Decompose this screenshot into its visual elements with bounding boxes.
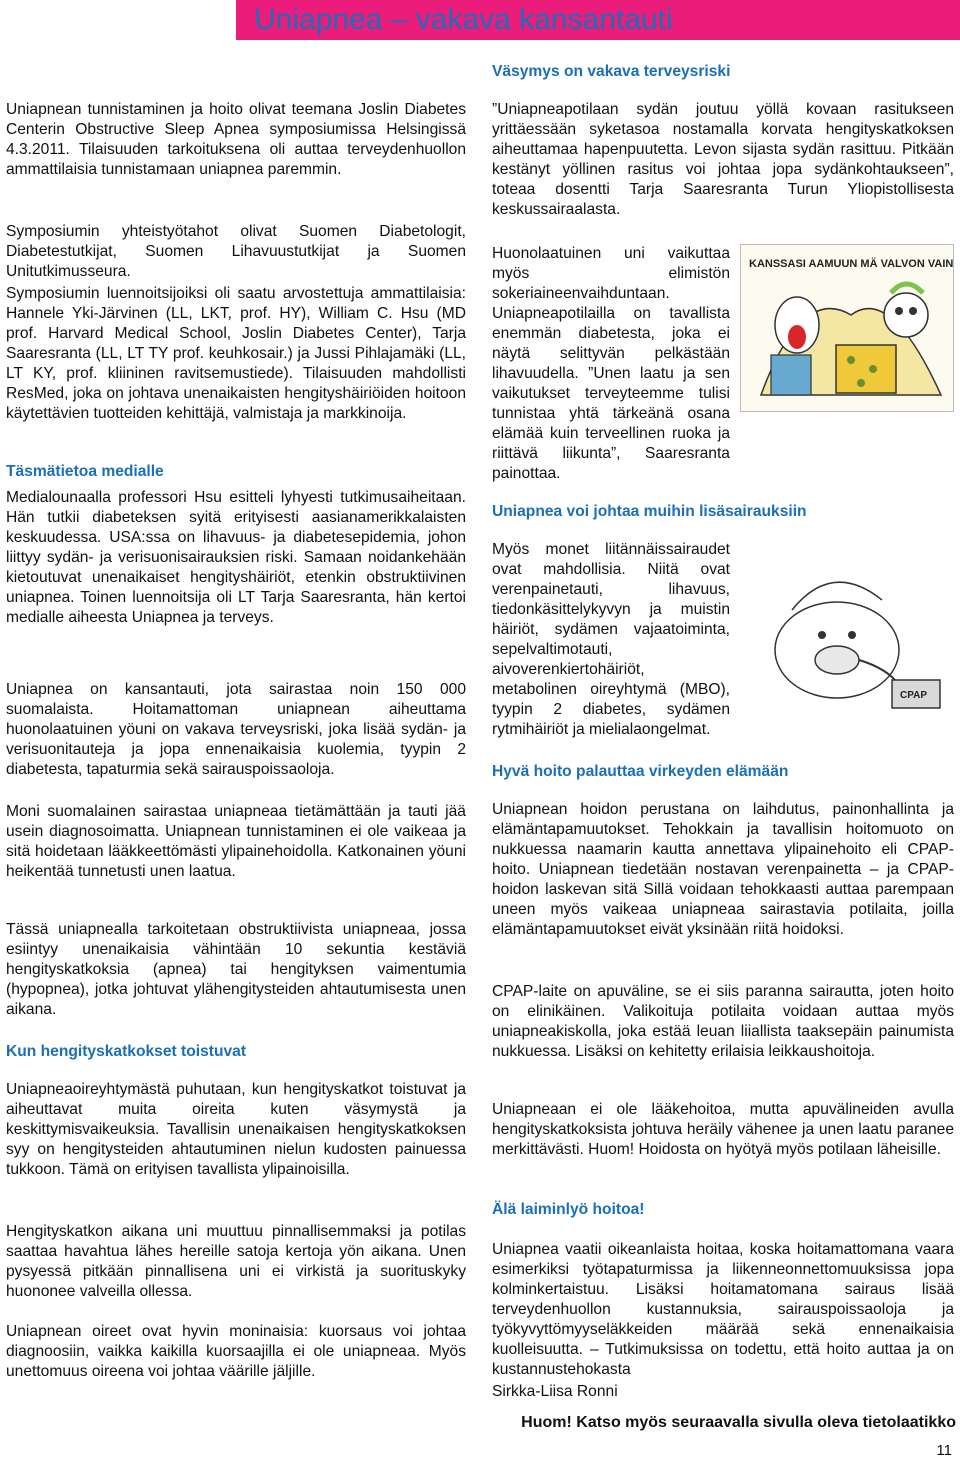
paragraph: Medialounaalla professori Hsu esitteli lyhyesti tutkimusaiheitaan. Hän tutkii diabeteksen syitä erityisesti aasianamerikkalaisten keskuudessa. USA:ssa on lihavuus- ja diabetesepidemia, johon liittyy sydän- ja verisuonisairauksien riski. Samaan noidankehään kietoutuvat unenaikaiset hengityshäiriöt, etenkin obstruktiivinen uniapnea. Toinen luennoitsija oli LT Tarja Saaresranta, hän kertoi medialle aiheesta Uniapnea ja terveys. <box>6 489 466 626</box>
cpap-device-label: CPAP <box>900 690 928 701</box>
paragraph: Moni suomalainen sairastaa uniapneaa tietämättään ja tauti jää usein diagnosoimatta. Uniapnean tunnistaminen ei ole vaikeaa ja sitä hoidetaan lääkkeettömästi ylipainehoidolla. Katkonainen yöuni heikentää tunnetusti unen laatua. <box>6 803 466 880</box>
paragraph: Uniapneaoireyhtymästä puhutaan, kun hengityskatkot toistuvat ja aiheuttavat muita oireita kuten väsymystä ja keskittymisvaikeuksia. Tavallisin unenaikaisen hengityskatkoksen syy on hengitysteiden ahtautuminen nielun kudosten painuessa tukkoon. Tämä on erityisen tavallista ylipainoisilla. <box>6 1081 466 1178</box>
paragraph: Uniapnea on kansantauti, jota sairastaa noin 150 000 suomalaista. Hoitamattoman uniapnean aiheuttama huonolaatuinen yöuni on vakava terveysriski, joka lisää sydän- ja verisuonitauteja ja jopa ennenaikaisia kuolemia, tyypin 2 diabetesta, tapaturmia sekä sairauspoissaoloja. <box>6 681 466 778</box>
footer-note: Huom! Katso myös seuraavalla sivulla oleva tietolaatikko <box>521 1414 956 1431</box>
paragraph: Huonolaatuinen uni vaikuttaa myös elimistön sokeriaineenvaihduntaan. Uniapneapotilailla on tavallista enemmän diabetesta, joka ei näytä selittyvän pelkästään lihavuudella. ”Unen laatu ja sen vaikutukset terveyteemme tulisi tunnistaa yhtä tärkeänä osana elämää kuin terveellinen ruoka ja riittävä liikunta”, Saaresranta painottaa. <box>492 245 730 482</box>
quote-paragraph: ”Uniapneapotilaan sydän joutuu yöllä kovaan rasitukseen yrittäessään syketasoa nostamalla korvata hengityskatkoksen aiheuttamaa hapenpuutetta. Levon sijasta sydän rasittuu. Pitkään kestänyt yöllinen rasitus voi johtaa jopa sydänkohtaukseen”, toteaa dosentti Tarja Saaresranta Turun Yliopistollisesta keskussairaalasta. <box>492 101 954 218</box>
intro-paragraph: Uniapnean tunnistaminen ja hoito olivat teemana Joslin Diabetes Centerin Obstructive Sleep Apnea symposiumissa Helsingissä 4.3.2011. Tilaisuuden tarkoituksena oli auttaa terveydenhuollon ammattilaisia tunnistamaan uniapnea paremmin. <box>6 101 466 178</box>
cartoon-caption: KANSSASI AAMUUN MÄ VALVON VAIN. <box>749 258 953 270</box>
cpap-cartoon-illustration <box>742 540 952 720</box>
section-heading: Väsymys on vakava terveysriski <box>492 63 731 80</box>
page-title: Uniapnea – vakava kansantauti <box>254 3 673 36</box>
paragraph: Uniapnean oireet ovat hyvin moninaisia: kuorsaus voi johtaa diagnoosiin, vaikka kaikilla kuorsaajilla ei ole uniapneaa. Myös unettomuus oireena voi johtaa väärille jäljille. <box>6 1323 466 1380</box>
paragraph: Tässä uniapnealla tarkoitetaan obstruktiivista uniapneaa, jossa esiintyy unenaikaisia vähintään 10 sekuntia kestäviä hengityskatkoksia (apnea) tai hengityksen vaimentumia (hypopnea), jotka johtuvat ylähengitysteiden ahtautumisesta unen aikana. <box>6 921 466 1018</box>
cartoon-illustration <box>741 245 953 411</box>
section-heading: Älä laiminlyö hoitoa! <box>492 1201 645 1218</box>
paragraph: Uniapneaan ei ole lääkehoitoa, mutta apuvälineiden avulla hengityskatkoksista johtuva heräily vähenee ja unen laatu paranee merkittävästi. Huom! Hoidosta on hyötyä myös potilaan läheisille. <box>492 1101 954 1158</box>
paragraph: Uniapnea vaatii oikeanlaista hoitaa, koska hoitamattomana vaara esimerkiksi työtapaturmissa ja liikenneonnettomuuksissa jopa kolminkertaistuu. Lisäksi hoitamatomana sairaus lisää terveydenhuollon kustannuksia, sairauspoissaoloja ja työkyvyttömyyseläkkeiden määrää sekä ennenaikaisia kuolleisuutta. – Tutkimuksissa on todettu, että hoito auttaa ja on kustannustehokasta <box>492 1241 954 1378</box>
paragraph: CPAP-laite on apuväline, se ei siis paranna sairautta, joten hoito on elinikäinen. Valikoituja potilaita voidaan auttaa myös uniapneakiskolla, joka estää leuan liiallista taaksepäin painumista nukkuessa. Lisäksi on kehitetty erilaisia leikkaushoitoja. <box>492 983 954 1060</box>
section-heading: Täsmätietoa medialle <box>6 463 164 480</box>
section-heading: Kun hengityskatkokset toistuvat <box>6 1043 247 1060</box>
author-signature: Sirkka-Liisa Ronni <box>492 1383 618 1400</box>
section-heading: Hyvä hoito palauttaa virkeyden elämään <box>492 763 789 780</box>
paragraph: Myös monet liitännäissairaudet ovat mahdollisia. Niitä ovat verenpainetauti, lihavuus, tiedonkäsittelykyvyn ja muistin häiriöt, sydämen vajaatoiminta, sepelvaltimotauti, aivoverenkiertohäiriöt, metabolinen oireyhtymä (MBO), tyypin 2 diabetes, sydämen rytmihäiriöt ja mielialaongelmat. <box>492 541 730 738</box>
cartoon-image-2 <box>742 540 952 720</box>
paragraph: Uniapnean hoidon perustana on laihdutus, painonhallinta ja elämäntapamuutokset. Tehokkain ja tavallisin hoitomuoto on nukkuessa naamarin kautta annettava ylipainehoito eli CPAP-hoito. Uniapnean tiedetään nostavan verenpainetta – ja CPAP-hoidon laskevan sitä Sillä voidaan tehokkaasti auttaa parempaan uneen myös vaikeaa uniapneaa sairastavia potilaita, joilla elämäntapamuutokset eivät yksinään riitä hoidoksi. <box>492 801 954 938</box>
cartoon-image-1 <box>740 244 954 412</box>
title-bar <box>236 0 960 40</box>
paragraph: Symposiumin luennoitsijoiksi oli saatu arvostettuja ammattilaisia: Hannele Yki-Järvinen (LL, LKT, prof. HY), William C. Hsu (MD prof. Harvard Medical School, Joslin Diabetes Center), Tarja Saaresranta (LL, LT TY prof. keuhkosair.) ja Jussi Pihlajamäki (LL, LT KY, prof. kliininen ravitsemustiede). Tilaisuuden mahdollisti ResMed, joka on johtava unenaikaisten hengityshäiriöiden hoitoon käytettävien tuotteiden kehittäjä, valmistaja ja markkinoija. <box>6 285 466 422</box>
page-number: 11 <box>936 1442 952 1459</box>
paragraph: Hengityskatkon aikana uni muuttuu pinnallisemmaksi ja potilas saattaa havahtua lähes hereille satoja kertoja yön aikana. Unen pysyessä pitkään pinnallisena uni ei virkistä ja suorituskyky huononee valveilla ollessa. <box>6 1223 466 1300</box>
paragraph: Symposiumin yhteistyötahot olivat Suomen Diabetologit, Diabetestutkijat, Suomen Lihavuustutkijat ja Suomen Unitutkimusseura. <box>6 223 466 280</box>
section-heading: Uniapnea voi johtaa muihin lisäsairauksiin <box>492 503 807 520</box>
